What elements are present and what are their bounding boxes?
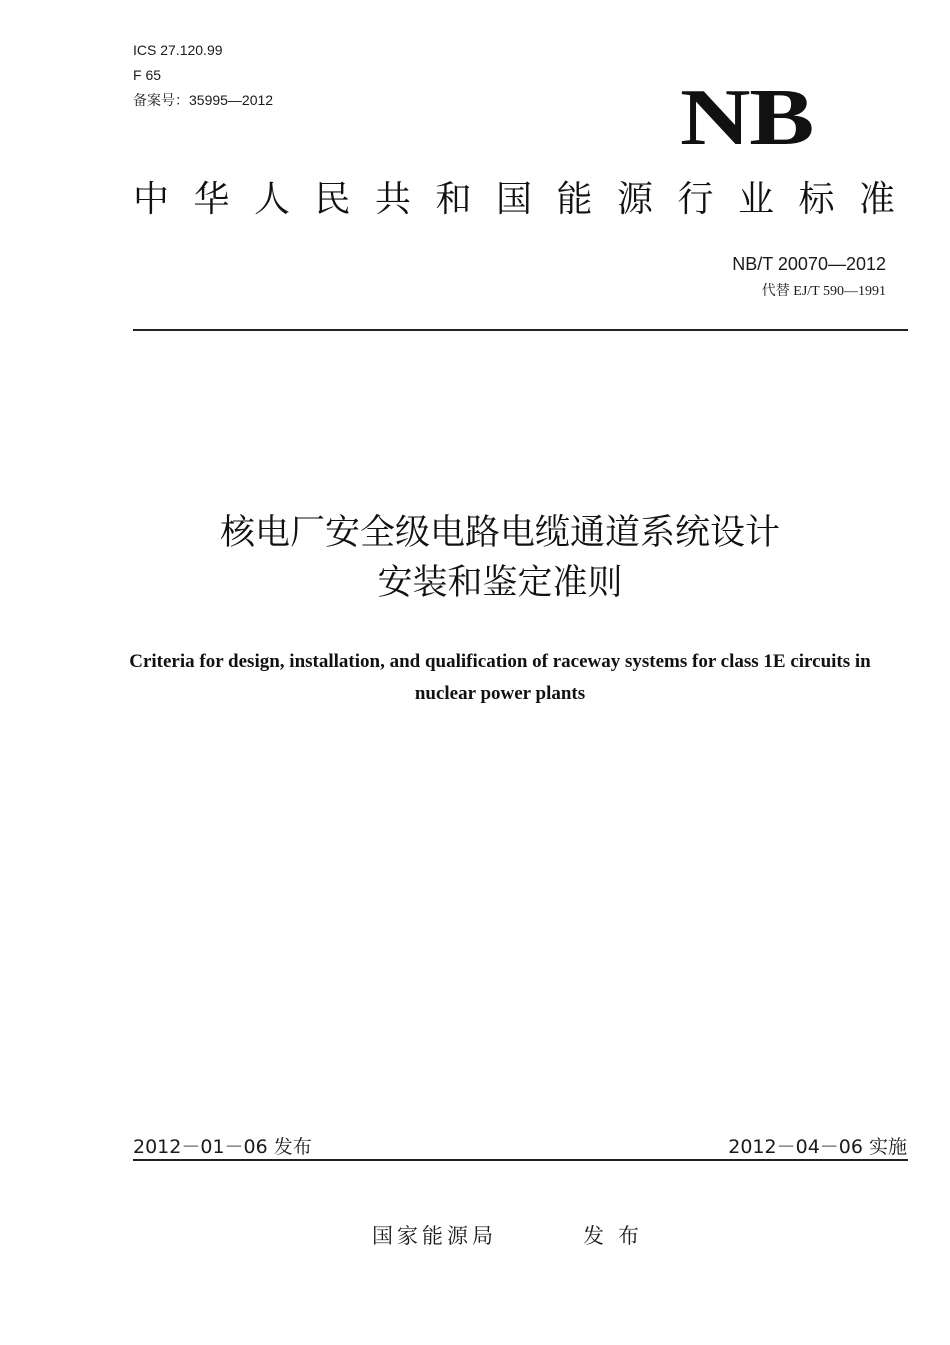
nb-logo: NB xyxy=(680,74,814,162)
standard-category-title: 中华人民共和国能源行业标准 xyxy=(133,179,920,220)
title-cn-line-1: 核电厂安全级电路电缆通道系统设计 xyxy=(219,513,780,553)
bottom-divider xyxy=(133,1159,908,1161)
implementation-date: 2012－04－06 实施 xyxy=(728,1136,907,1158)
record-number: 备案号：35995—2012 xyxy=(133,92,274,108)
replaces-standard: 代替 EJ/T 590—1991 xyxy=(761,284,886,299)
standard-number: NB/T 20070—2012 xyxy=(732,254,886,274)
issue-label: 发布 xyxy=(583,1224,653,1248)
document-title-cn xyxy=(0,508,950,608)
top-divider xyxy=(133,329,908,331)
issuing-authority: 国家能源局 xyxy=(372,1224,497,1248)
title-cn-line-2: 安装和鉴定准则 xyxy=(377,563,623,603)
document-title-en: Criteria for design, installation, and qualification of raceway systems for class 1E circuits in nuclear power plants xyxy=(129,651,871,704)
ics-code: ICS 27.120.99 xyxy=(133,42,223,58)
classification-block xyxy=(133,38,273,113)
issue-date: 2012－01－06 发布 xyxy=(133,1136,312,1158)
ccs-code: F 65 xyxy=(133,67,162,83)
